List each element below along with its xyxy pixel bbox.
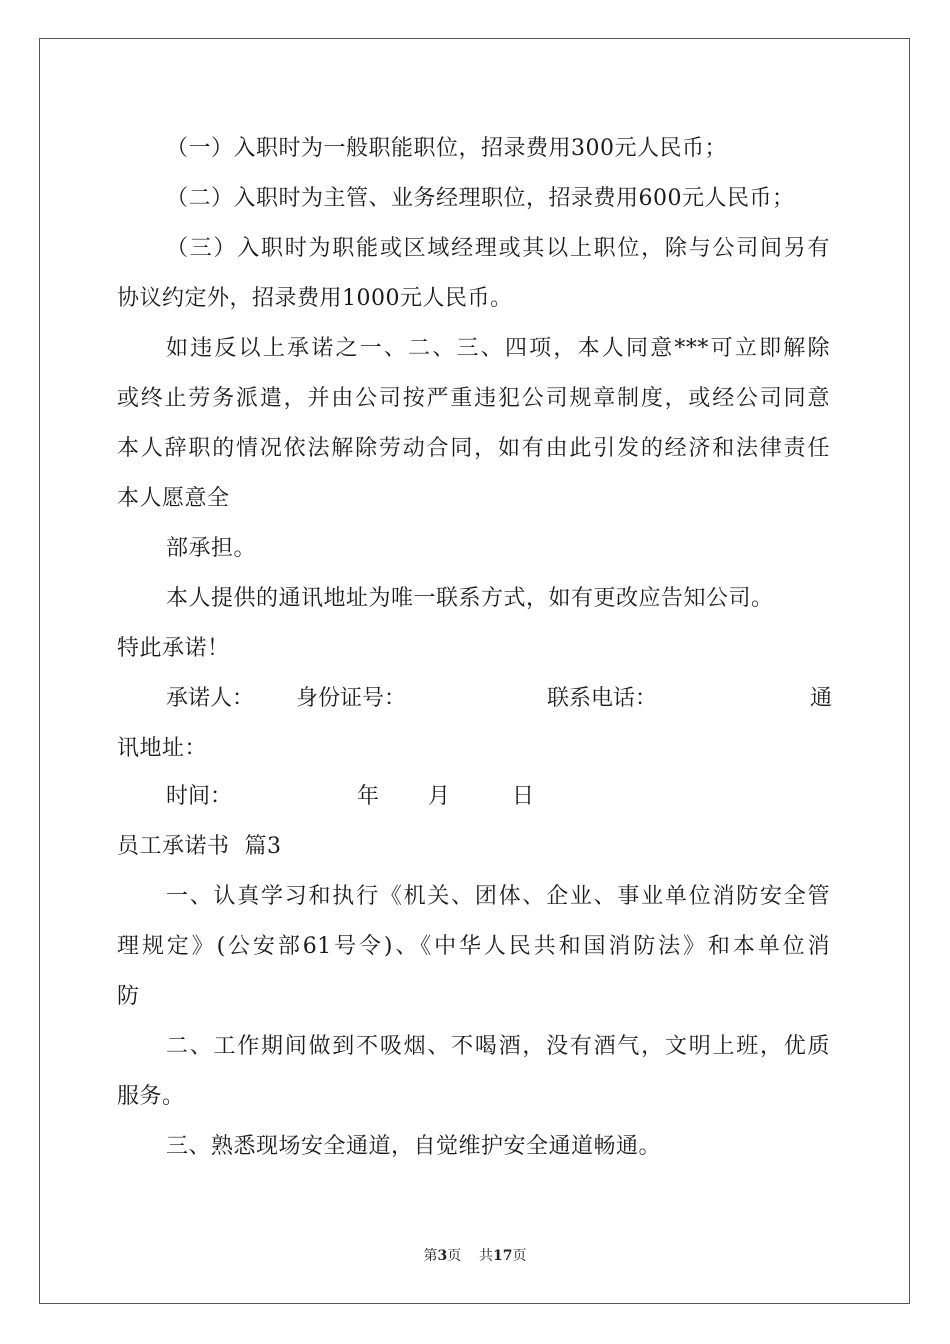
paragraph-senior-position-line1: （三）入职时为职能或区域经理或其以上职位，除与公司间另有 <box>166 236 830 261</box>
item1-line1: 一、认真学习和执行《机关、团体、企业、事业单位消防安全管 <box>166 884 830 909</box>
paragraph-violation-line4: 本人愿意全 <box>117 486 230 511</box>
month-label: 月 <box>428 784 451 809</box>
item1-line3: 防 <box>117 984 140 1009</box>
paragraph-bear-all: 部承担。 <box>166 536 257 561</box>
footer-prefix: 第 <box>423 1248 438 1264</box>
time-label: 时间： <box>166 784 233 809</box>
footer-suffix: 页 <box>512 1248 527 1264</box>
paragraph-violation-line1: 如违反以上承诺之一、二、三、四项，本人同意***可立即解除 <box>166 336 830 361</box>
phone-label: 联系电话： <box>547 686 658 711</box>
paragraph-violation-line2: 或终止劳务派遣，并由公司按严重违犯公司规章制度，或经公司同意 <box>117 386 830 411</box>
paragraph-senior-position-line2: 协议约定外，招录费用1000元人民币。 <box>117 286 513 311</box>
footer-middle: 页 共 <box>447 1248 494 1264</box>
paragraph-general-position: （一）入职时为一般职能职位，招录费用300元人民币； <box>166 136 727 161</box>
paragraph-violation-line3: 本人辞职的情况依法解除劳动合同，如有由此引发的经济和法律责任 <box>117 436 830 461</box>
item2-line1: 二、工作期间做到不吸烟、不喝酒，没有酒气，文明上班，优质 <box>166 1034 830 1059</box>
item1-line2: 理规定》(公安部61号令)、《中华人民共和国消防法》和本单位消 <box>117 934 830 959</box>
item3: 三、熟悉现场安全通道，自觉维护安全通道畅通。 <box>166 1134 662 1159</box>
footer-current-page: 3 <box>437 1248 448 1264</box>
id-number-label: 身份证号： <box>296 686 407 711</box>
page-border <box>39 38 910 1304</box>
address-label-start: 通 <box>810 686 833 711</box>
section-heading: 员工承诺书 篇3 <box>117 834 282 859</box>
paragraph-manager-position: （二）入职时为主管、业务经理职位，招录费用600元人民币； <box>166 186 795 211</box>
item2-line2: 服务。 <box>117 1084 185 1109</box>
promisor-label: 承诺人： <box>166 686 255 711</box>
footer-total-pages: 17 <box>493 1248 513 1264</box>
day-label: 日 <box>512 784 535 809</box>
address-label-end: 讯地址： <box>117 736 208 761</box>
page-footer <box>0 1247 950 1265</box>
paragraph-hereby-promise: 特此承诺！ <box>117 636 230 661</box>
paragraph-contact-address: 本人提供的通讯地址为唯一联系方式，如有更改应告知公司。 <box>166 586 774 611</box>
year-label: 年 <box>357 784 380 809</box>
